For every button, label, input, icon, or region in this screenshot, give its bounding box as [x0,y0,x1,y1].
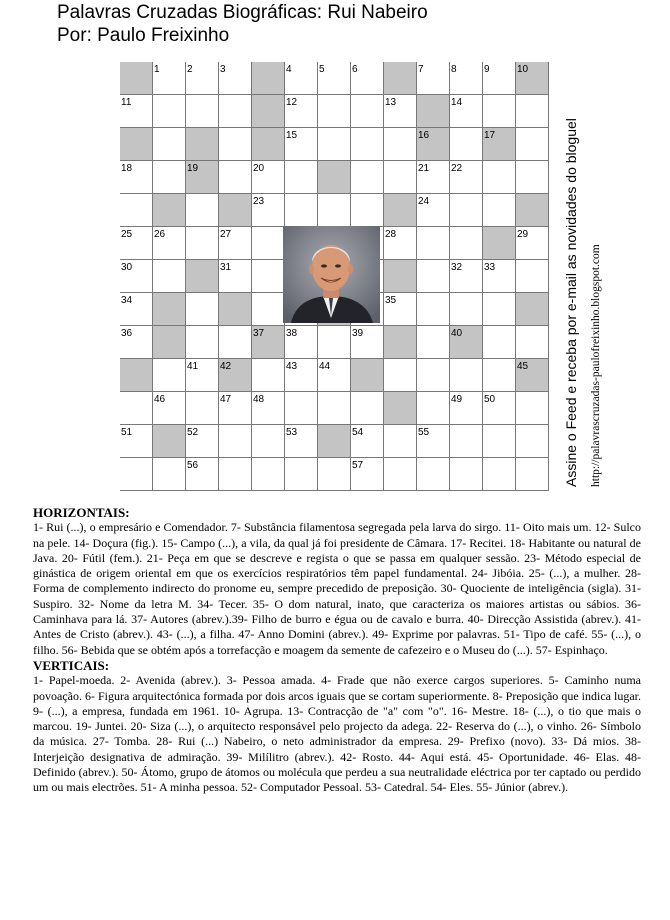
grid-cell[interactable] [285,95,318,128]
grid-cell[interactable] [252,293,285,326]
grid-cell[interactable] [186,392,219,425]
grid-cell[interactable] [186,62,219,95]
clue-number: 36 [121,328,133,339]
grid-cell[interactable] [351,128,384,161]
grid-cell[interactable] [219,62,252,95]
black-cell [120,62,153,95]
grid-cell[interactable] [219,227,252,260]
grid-cell[interactable] [252,161,285,194]
grid-cell[interactable] [186,194,219,227]
clue-number: 45 [517,361,529,372]
clue-number: 31 [220,262,232,273]
grid-cell[interactable] [318,194,351,227]
portrait-photo [283,226,380,323]
grid-cell[interactable] [384,293,417,326]
grid-cell[interactable] [285,194,318,227]
grid-cell[interactable] [285,326,318,359]
grid-cell[interactable] [153,458,186,491]
grid-cell[interactable] [483,425,516,458]
clue-number: 3 [220,64,226,75]
grid-cell[interactable] [318,359,351,392]
grid-cell[interactable] [483,458,516,491]
black-cell [384,326,417,359]
clue-number: 4 [286,64,292,75]
grid-cell[interactable] [285,128,318,161]
grid-cell[interactable] [186,227,219,260]
grid-cell[interactable] [120,260,153,293]
black-cell [153,326,186,359]
grid-cell[interactable] [120,161,153,194]
grid-cell[interactable] [483,359,516,392]
clue-number: 32 [451,262,463,273]
grid-cell[interactable] [483,260,516,293]
grid-cell[interactable] [450,425,483,458]
grid-cell[interactable] [285,161,318,194]
black-cell [153,425,186,458]
grid-cell[interactable] [186,458,219,491]
grid-cell[interactable] [219,392,252,425]
grid-cell[interactable] [318,128,351,161]
grid-cell[interactable] [450,95,483,128]
clue-number: 25 [121,229,133,240]
grid-cell[interactable] [450,161,483,194]
grid-cell[interactable] [516,326,549,359]
black-cell [384,260,417,293]
grid-cell[interactable] [384,458,417,491]
grid-cell[interactable] [417,359,450,392]
clue-number: 1 [154,64,160,75]
clue-number: 13 [385,97,397,108]
clue-number: 26 [154,229,166,240]
grid-cell[interactable] [219,260,252,293]
clue-number: 38 [286,328,298,339]
subscribe-note: Assine o Feed e receba por e-mail as novidades do bloguel [563,118,579,487]
clue-number: 53 [286,427,298,438]
clue-number: 6 [352,64,358,75]
grid-cell[interactable] [186,359,219,392]
clue-number: 12 [286,97,298,108]
black-cell [483,227,516,260]
grid-cell[interactable] [318,392,351,425]
clue-number: 29 [517,229,529,240]
grid-cell[interactable] [120,392,153,425]
grid-cell[interactable] [384,128,417,161]
grid-cell[interactable] [153,260,186,293]
grid-cell[interactable] [384,227,417,260]
black-cell [252,326,285,359]
clue-number: 14 [451,97,463,108]
grid-cell[interactable] [252,458,285,491]
black-cell [153,293,186,326]
clue-number: 46 [154,394,166,405]
black-cell [186,128,219,161]
grid-cell[interactable] [219,161,252,194]
clue-number: 49 [451,394,463,405]
grid-cell[interactable] [252,227,285,260]
clue-number: 8 [451,64,457,75]
grid-cell[interactable] [285,359,318,392]
grid-cell[interactable] [252,392,285,425]
black-cell [252,95,285,128]
grid-cell[interactable] [483,293,516,326]
grid-cell[interactable] [450,392,483,425]
clue-number: 55 [418,427,430,438]
black-cell [351,359,384,392]
grid-cell[interactable] [186,425,219,458]
down-clues: 1- Papel-moeda. 2- Avenida (abrev.). 3- Pessoa amada. 4- Frade que não exerce cargos superiores. 5- Caminho numa povoação. 6- Figura arquitectónica formada por dois arcos iguais que se cortam superiormente. 8- Preposição que indica lugar. 9- (...), a empresa, fundada em 1961. 10- Agrupa. 13- Contracção de "a" com "o". 16- Mestre. 18- (...), o tio que mais o marcou. 19- Juntei. 20- Siza (...), o arquitecto responsável pelo projecto da adega. 22- Reserva do (...), o vinho. 26- Símbolo da música. 27- Tomba. 28- Rui (...) Nabeiro, o neto administrador da empresa. 29- Prefixo (novo). 33- Dá mios. 38- Interjeição designativa de admiração. 39- Milílitro (abrev.). 42- Rosto. 44- Aqui está. 45- Oportunidade. 46- Elas. 48- Definido (abrev.). 50- Átomo, grupo de átomos ou molécula que perdeu a sua neutralidade eléctrica por ter captado ou perdido um ou mais electrões. 51- A minha pessoa. 52- Computador Pessoal. 53- Catedral. 54- Eles. 55- Júnior (abrev.). [33,673,641,795]
grid-cell[interactable] [417,326,450,359]
grid-cell[interactable] [351,458,384,491]
grid-cell[interactable] [450,128,483,161]
clue-number: 17 [484,130,496,141]
black-cell [516,359,549,392]
grid-cell[interactable] [483,62,516,95]
clue-number: 42 [220,361,232,372]
grid-cell[interactable] [483,326,516,359]
grid-cell[interactable] [483,392,516,425]
clue-number: 37 [253,328,265,339]
grid-cell[interactable] [351,425,384,458]
grid-cell[interactable] [516,161,549,194]
grid-cell[interactable] [252,260,285,293]
grid-cell[interactable] [186,95,219,128]
black-cell [417,95,450,128]
grid-cell[interactable] [120,194,153,227]
grid-cell[interactable] [417,260,450,293]
clue-number: 2 [187,64,193,75]
grid-cell[interactable] [219,326,252,359]
grid-cell[interactable] [285,425,318,458]
grid-cell[interactable] [483,194,516,227]
grid-cell[interactable] [120,227,153,260]
grid-cell[interactable] [252,194,285,227]
grid-cell[interactable] [153,128,186,161]
across-heading: HORIZONTAIS: [33,505,130,520]
grid-cell[interactable] [450,194,483,227]
black-cell [318,425,351,458]
clue-number: 50 [484,394,496,405]
grid-cell[interactable] [153,161,186,194]
clue-number: 52 [187,427,199,438]
grid-cell[interactable] [483,161,516,194]
grid-cell[interactable] [483,95,516,128]
black-cell [219,293,252,326]
clue-number: 44 [319,361,331,372]
grid-cell[interactable] [153,95,186,128]
grid-cell[interactable] [285,458,318,491]
black-cell [186,260,219,293]
grid-cell[interactable] [450,62,483,95]
clue-number: 51 [121,427,133,438]
clue-number: 21 [418,163,430,174]
clue-number: 27 [220,229,232,240]
grid-cell[interactable] [417,62,450,95]
clue-number: 23 [253,196,265,207]
grid-cell[interactable] [120,458,153,491]
grid-cell[interactable] [516,227,549,260]
grid-cell[interactable] [351,392,384,425]
page-title: Palavras Cruzadas Biográficas: Rui Nabeiro [57,2,428,23]
black-cell [516,293,549,326]
clue-number: 24 [418,196,430,207]
grid-cell[interactable] [516,128,549,161]
author-line: Por: Paulo Freixinho [57,25,230,46]
grid-cell[interactable] [153,62,186,95]
clue-number: 54 [352,427,364,438]
clue-number: 5 [319,64,325,75]
grid-cell[interactable] [120,326,153,359]
grid-cell[interactable] [219,128,252,161]
grid-cell[interactable] [417,194,450,227]
grid-cell[interactable] [318,458,351,491]
grid-cell[interactable] [450,227,483,260]
black-cell [219,359,252,392]
grid-cell[interactable] [351,62,384,95]
grid-cell[interactable] [417,392,450,425]
grid-cell[interactable] [450,260,483,293]
black-cell [120,128,153,161]
grid-cell[interactable] [153,359,186,392]
clue-number: 16 [418,130,430,141]
grid-cell[interactable] [516,458,549,491]
black-cell [384,194,417,227]
grid-cell[interactable] [120,425,153,458]
grid-cell[interactable] [516,392,549,425]
clue-number: 11 [121,97,132,108]
clue-number: 34 [121,295,133,306]
black-cell [516,62,549,95]
clue-number: 33 [484,262,496,273]
clue-number: 9 [484,64,490,75]
grid-cell[interactable] [450,458,483,491]
grid-cell[interactable] [153,227,186,260]
grid-cell[interactable] [417,458,450,491]
grid-cell[interactable] [450,293,483,326]
clue-number: 28 [385,229,397,240]
grid-cell[interactable] [219,95,252,128]
grid-cell[interactable] [450,359,483,392]
clue-number: 40 [451,328,463,339]
grid-cell[interactable] [351,161,384,194]
clue-number: 39 [352,328,364,339]
clue-number: 15 [286,130,298,141]
clue-number: 43 [286,361,298,372]
black-cell [186,161,219,194]
grid-cell[interactable] [417,425,450,458]
grid-cell[interactable] [318,62,351,95]
grid-cell[interactable] [120,95,153,128]
black-cell [153,194,186,227]
black-cell [120,359,153,392]
grid-cell[interactable] [516,425,549,458]
grid-cell[interactable] [351,95,384,128]
clue-number: 10 [517,64,529,75]
grid-cell[interactable] [516,260,549,293]
grid-cell[interactable] [219,458,252,491]
grid-cell[interactable] [417,161,450,194]
grid-cell[interactable] [285,62,318,95]
grid-cell[interactable] [384,425,417,458]
black-cell [384,392,417,425]
black-cell [252,128,285,161]
clue-number: 41 [187,361,199,372]
grid-cell[interactable] [252,359,285,392]
grid-cell[interactable] [120,293,153,326]
clue-number: 30 [121,262,133,273]
black-cell [252,62,285,95]
black-cell [483,128,516,161]
clue-number: 57 [352,460,364,471]
grid-cell[interactable] [153,392,186,425]
grid-cell[interactable] [318,95,351,128]
black-cell [384,62,417,95]
clue-number: 18 [121,163,133,174]
grid-cell[interactable] [252,425,285,458]
blog-url[interactable]: http://palavrascruzadas-paulofreixinho.blogspot.com [590,244,602,487]
clue-number: 7 [418,64,424,75]
clue-number: 56 [187,460,199,471]
clues-section [33,505,641,796]
grid-cell[interactable] [516,95,549,128]
across-clues: 1- Rui (...), o empresário e Comendador. 7- Substância filamentosa segregada pela larva do sirgo. 11- Oito mais um. 12- Sulco na pele. 14- Doçura (fig.). 15- Campo (...), a vila, da qual já foi presidente de Câmara. 17- Recitei. 18- Habitante ou natural de Java. 20- Fútil (fem.). 21- Peça em que se descreve e regista o que se passa em qualquer sessão. 23- Método especial de ginástica de origem oriental em que os exercícios respiratórios têm papel fundamental. 24- Jibóia. 25- (...), a mulher. 28- Forma de complemento indirecto do pronome eu, sempre precedido de preposição. 30- Quociente de inteligência (sigla). 31- Suspiro. 32- Nome da letra M. 34- Tecer. 35- O dom natural, inato, que caracteriza os maiores artistas ou sábios. 36- Caminhava para lá. 37- Autores (abrev.).39- Filho de burro e égua ou de cavalo e burra. 40- Direcção Assistida (abrev.). 41- Antes de Cristo (abrev.). 43- (...), a filha. 47- Anno Domini (abrev.). 49- Exprime por palavras. 51- Tipo de café. 55- (...), o filho. 56- Bebida que se obtém após a torrefacção e moagem da semente de cafezeiro e o Museu do (...). 57- Espinhaço. [33,520,641,657]
grid-cell[interactable] [417,293,450,326]
grid-cell[interactable] [417,227,450,260]
clue-number: 47 [220,394,232,405]
black-cell [219,194,252,227]
black-cell [516,194,549,227]
clue-number: 22 [451,163,463,174]
grid-cell[interactable] [384,161,417,194]
clue-number: 20 [253,163,265,174]
black-cell [318,161,351,194]
down-heading: VERTICAIS: [33,657,110,673]
grid-cell[interactable] [219,425,252,458]
grid-cell[interactable] [384,95,417,128]
clue-number: 19 [187,163,199,174]
black-cell [417,128,450,161]
grid-cell[interactable] [186,293,219,326]
portrait-illustration [283,226,380,323]
grid-cell[interactable] [351,194,384,227]
black-cell [450,326,483,359]
grid-cell[interactable] [351,326,384,359]
clue-number: 48 [253,394,265,405]
grid-cell[interactable] [285,392,318,425]
clue-number: 35 [385,295,397,306]
grid-cell[interactable] [186,326,219,359]
grid-cell[interactable] [384,359,417,392]
grid-cell[interactable] [318,326,351,359]
